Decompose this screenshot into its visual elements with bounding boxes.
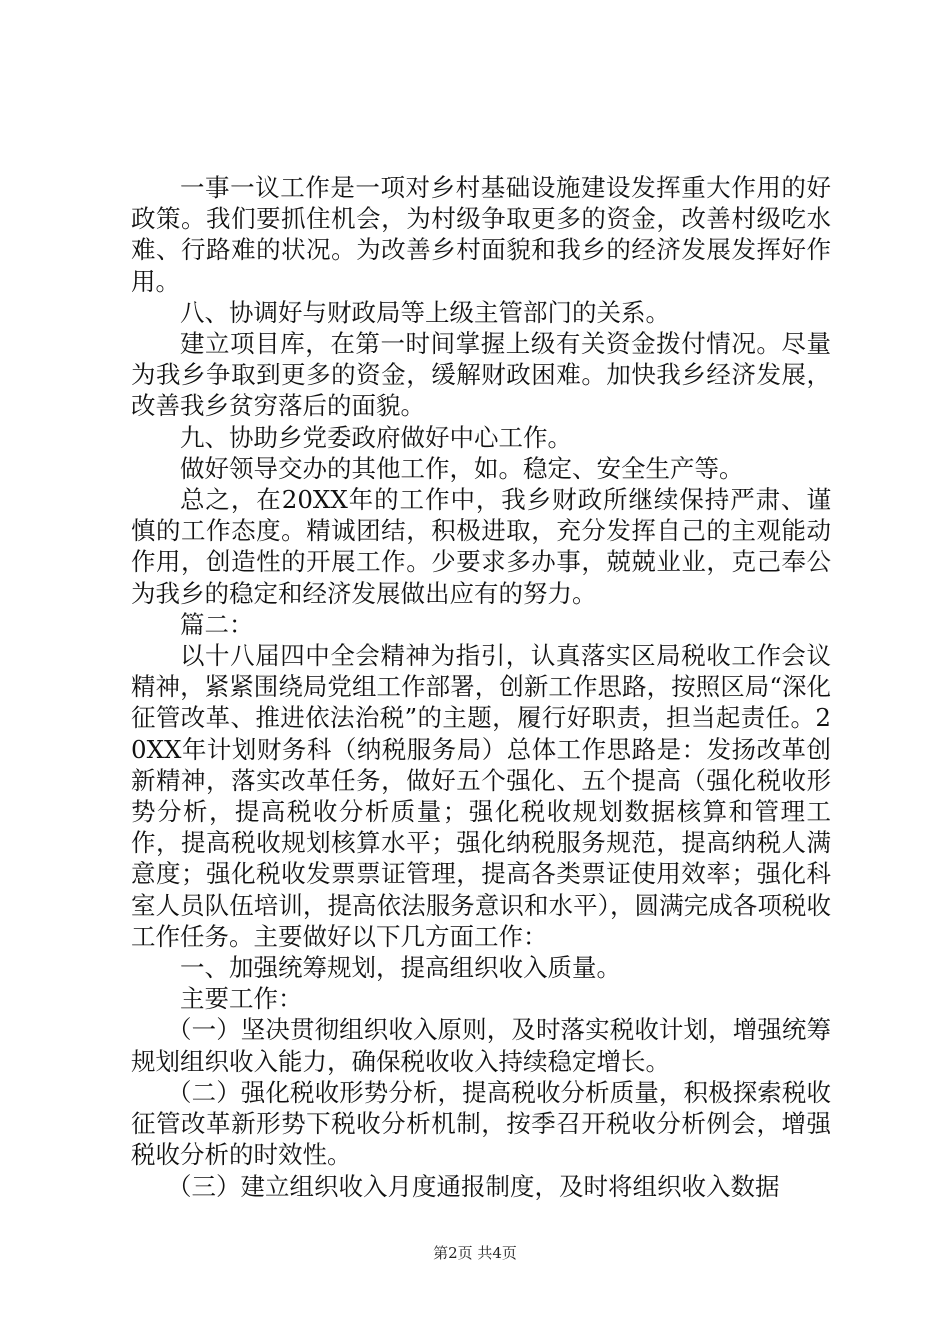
section-heading-1: 一、加强统筹规划，提高组织收入质量。 <box>180 953 621 983</box>
paragraph: 一事一议工作是一项对乡村基础设施建设发挥重大作用的好政策。我们要抓住机会，为村级争取更多的资金，改善村级吃水难、行路难的状况。为改善乡村面貌和我乡的经济发展发挥好作用。 <box>131 173 831 296</box>
document-body <box>131 172 831 1202</box>
paragraph: 总之，在20XX年的工作中，我乡财政所继续保持严肃、谨慎的工作态度。精诚团结，积极进取，充分发挥自己的主观能动作用，创造性的开展工作。少要求多办事，兢兢业业，克己奉公为我乡的稳定和经济发展做出应有的努力。 <box>131 485 831 608</box>
list-item: （一）坚决贯彻组织收入原则，及时落实税收计划，增强统筹规划组织收入能力，确保税收收入持续稳定增长。 <box>131 1015 831 1076</box>
section-heading-9: 九、协助乡党委政府做好中心工作。 <box>180 422 572 452</box>
subheading: 主要工作： <box>180 984 303 1014</box>
paragraph: 建立项目库，在第一时间掌握上级有关资金拨付情况。尽量为我乡争取到更多的资金，缓解财政困难。加快我乡经济发展，改善我乡贫穷落后的面貌。 <box>131 329 831 421</box>
list-item: （二）强化税收形势分析，提高税收分析质量，积极探索税收征管改革新形势下税收分析机制，按季召开税收分析例会，增强税收分析的时效性。 <box>131 1077 831 1170</box>
paragraph: 以十八届四中全会精神为指引，认真落实区局税收工作会议精神，紧紧围绕局党组工作部署，创新工作思路，按照区局“深化征管改革、推进依法治税”的主题，履行好职责，担当起责任。20XX年计划财务科（纳税服务局）总体工作思路是：发扬改革创新精神，落实改革任务，做好五个强化、五个提高（强化税收形势分析，提高税收分析质量；强化税收规划数据核算和管理工作，提高税收规划核算水平；强化纳税服务规范，提高纳税人满意度；强化税收发票票证管理，提高各类票证使用效率；强化科室人员队伍培训，提高依法服务意识和水平），圆满完成各项税收工作任务。主要做好以下几方面工作： <box>131 641 831 951</box>
list-item: （三）建立组织收入月度通报制度，及时将组织收入数据 <box>167 1171 780 1201</box>
part-heading: 篇二： <box>180 609 254 639</box>
section-heading-8: 八、协调好与财政局等上级主管部门的关系。 <box>180 297 670 327</box>
page-number-footer: 第2页 共4页 <box>433 1244 517 1262</box>
paragraph: 做好领导交办的其他工作，如。稳定、安全生产等。 <box>180 453 744 483</box>
